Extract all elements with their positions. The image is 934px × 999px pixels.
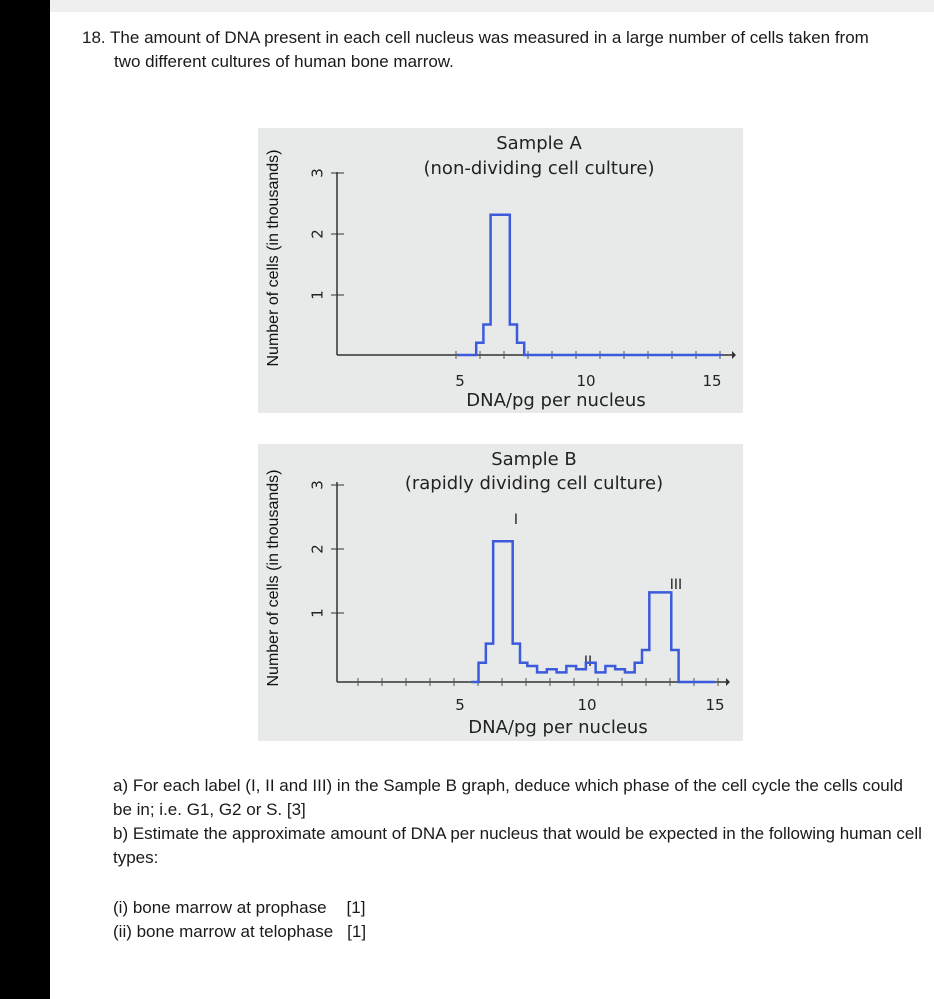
question-line-1: 18. The amount of DNA present in each cell nucleus was measured in a large number of cells taken from xyxy=(82,28,869,47)
part-b-sub-i xyxy=(113,896,365,920)
sample-b-subtitle: (rapidly dividing cell culture) xyxy=(404,473,664,494)
sample-a-xtick-5: 5 xyxy=(455,372,465,390)
sample-b-chart xyxy=(258,444,743,741)
sample-a-series-line xyxy=(457,215,721,355)
sample-b-svg xyxy=(258,444,743,741)
sample-a-ytick-3: 3 xyxy=(308,168,327,178)
part-b-sub-i-mark: [1] xyxy=(346,898,366,917)
sample-a-ytick-1: 1 xyxy=(308,290,327,300)
question-stem xyxy=(82,26,934,74)
sample-b-ytick-1: 1 xyxy=(308,608,327,618)
sample-a-ytick-2: 2 xyxy=(308,229,327,239)
sample-b-series-line xyxy=(471,541,715,682)
sample-a-xtick-10: 10 xyxy=(576,372,596,390)
part-b-text: b) Estimate the approximate amount of DNA per nucleus that would be expected in the following human cell types: xyxy=(113,824,922,867)
sample-b-peak-label-i: I xyxy=(513,512,519,528)
sample-a-chart xyxy=(258,128,743,413)
sample-b-x-arrow xyxy=(726,678,730,686)
part-b-sub-i-text: (i) bone marrow at prophase xyxy=(113,898,327,917)
top-margin-bar xyxy=(50,0,934,12)
sample-a-x-arrow xyxy=(732,351,736,359)
sample-a-subtitle: (non-dividing cell culture) xyxy=(423,158,655,179)
question-line-2: two different cultures of human bone marrow. xyxy=(114,52,454,71)
sample-a-xtick-15: 15 xyxy=(702,372,722,390)
left-margin-bar xyxy=(0,0,50,999)
sample-a-ylabel: Number of cells (in thousands) xyxy=(265,149,282,367)
sample-a-xlabel: DNA/pg per nucleus xyxy=(466,390,646,411)
sample-b-ylabel: Number of cells (in thousands) xyxy=(265,469,282,687)
part-a-text: a) For each label (I, II and III) in the Sample B graph, deduce which phase of the cell cycle the cells could be in; i.e. G1, G2 or S. [3] xyxy=(113,776,903,819)
sample-b-ytick-2: 2 xyxy=(308,544,327,554)
sample-b-xlabel: DNA/pg per nucleus xyxy=(468,717,648,738)
sample-b-xtick-10: 10 xyxy=(577,696,597,714)
sample-a-title: Sample A xyxy=(496,133,582,154)
sample-b-xtick-15: 15 xyxy=(705,696,725,714)
sample-b-peak-label-ii: II xyxy=(583,654,593,670)
sample-b-title: Sample B xyxy=(491,449,577,470)
sample-a-svg xyxy=(258,128,743,413)
part-b-sub-ii xyxy=(113,920,366,944)
sample-b-ytick-3: 3 xyxy=(308,480,327,490)
part-b-sub-ii-mark: [1] xyxy=(347,922,367,941)
part-b-sub-ii-text: (ii) bone marrow at telophase xyxy=(113,922,334,941)
sample-b-xtick-5: 5 xyxy=(455,696,465,714)
sample-b-peak-label-iii: III xyxy=(669,577,683,593)
